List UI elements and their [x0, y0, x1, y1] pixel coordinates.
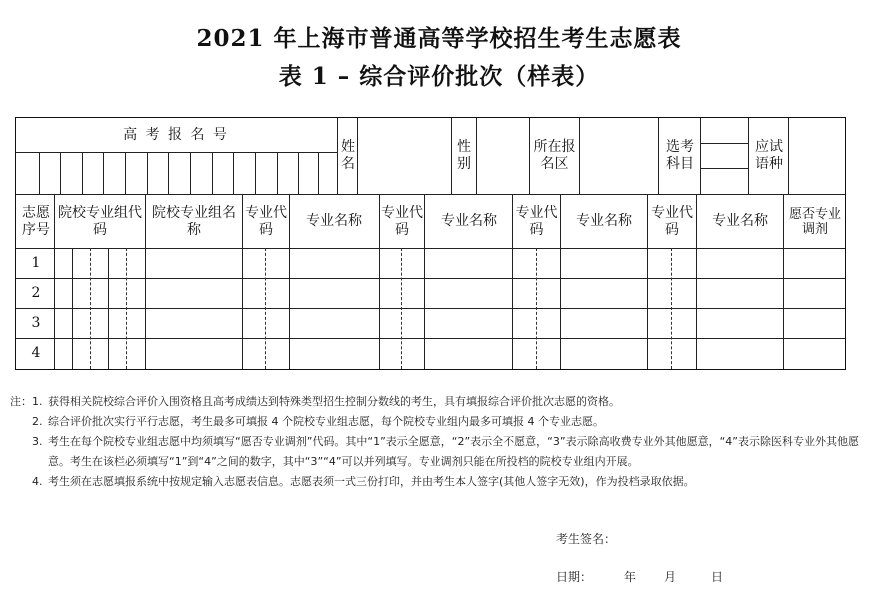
col-adjust: 愿否专业调剂 [788, 206, 841, 237]
form-title: 2021 年上海市普通高等学校招生考生志愿表 [196, 25, 682, 52]
date-label: 日期： [556, 570, 593, 584]
language-label: 应试语种 [755, 139, 783, 172]
name-field[interactable] [358, 118, 450, 194]
date-year: 年 [624, 570, 637, 584]
note-item: 4. 考生须在志愿填报系统中按规定输入志愿表信息。志愿表须一式三份打印，并由考生本人签字(其他人签字无效)，作为投档录取依据。 [10, 472, 860, 492]
language-field[interactable] [789, 118, 845, 194]
note-item: 2. 综合评价批次实行平行志愿，考生最多可填报 4 个院校专业组志愿，每个院校专业组内最多可填报 4 个专业志愿。 [10, 412, 860, 432]
col-major-code-3: 专业代码 [515, 204, 558, 238]
note-text: 考生在每个院校专业组志愿中均须填写“愿否专业调剂”代码。其中“1”表示全愿意，“2”表示全不愿意，“3”表示除高收费专业外其他愿意，“4”表示除医科专业外其他愿意。考生在该栏必须填写“1”到“4”之间的数字，其中“3”“4”可以并列填写。专业调剂只能在所投档的院校专业组内开展。 [48, 435, 859, 468]
name-label: 姓名 [341, 139, 355, 172]
col-group-code: 院校专业组代码 [58, 204, 142, 238]
row-2-seq: 2 [31, 285, 41, 301]
date-day: 日 [711, 570, 724, 584]
col-major-name-4: 专业名称 [712, 213, 768, 229]
district-label: 所在报名区 [533, 139, 576, 172]
col-major-code-1: 专业代码 [245, 204, 287, 238]
notes-lead: 注： [10, 395, 32, 408]
row-4-seq: 4 [31, 345, 41, 361]
col-major-name-2: 专业名称 [441, 213, 497, 229]
subjects-label: 选考科目 [666, 139, 694, 172]
col-major-name-3: 专业名称 [576, 213, 632, 229]
note-text: 获得相关院校综合评价入围资格且高考成绩达到特殊类型招生控制分数线的考生，具有填报综合评价批次志愿的资格。 [48, 395, 620, 408]
row-1-seq: 1 [31, 255, 41, 271]
gender-label: 性别 [457, 139, 471, 172]
gender-field[interactable] [477, 118, 529, 194]
notes-section [10, 392, 860, 492]
application-form-table [15, 117, 846, 370]
signature-label: 考生签名： [556, 532, 617, 546]
row-3-seq: 3 [31, 315, 41, 331]
note-item: 注： 1. 获得相关院校综合评价入围资格且高考成绩达到特殊类型招生控制分数线的考生，具有填报综合评价批次志愿的资格。 [10, 392, 860, 412]
note-text: 考生须在志愿填报系统中按规定输入志愿表信息。志愿表须一式三份打印，并由考生本人签字(其他人签字无效)，作为投档录取依据。 [48, 475, 695, 488]
col-major-code-4: 专业代码 [651, 204, 693, 238]
district-field[interactable] [580, 118, 658, 194]
col-group-name: 院校专业组名称 [152, 204, 236, 238]
note-text: 综合评价批次实行平行志愿，考生最多可填报 4 个院校专业组志愿，每个院校专业组内最多可填报 4 个专业志愿。 [48, 415, 604, 428]
col-seq: 志愿序号 [22, 204, 50, 238]
form-subtitle: 表 1 – 综合评价批次（样表） [278, 63, 600, 90]
col-major-name-1: 专业名称 [306, 213, 362, 229]
note-item: 3. 考生在每个院校专业组志愿中均须填写“愿否专业调剂”代码。其中“1”表示全愿意，“2”表示全不愿意，“3”表示除高收费专业外其他愿意，“4”表示除医科专业外其他愿意。考生在该栏必须填写“1”到“4”之间的数字，其中“3”“4”可以并列填写。专业调剂只能在所投档的院校专业组内开展。 [10, 432, 860, 472]
date-month: 月 [664, 570, 677, 584]
exam-number-label: 高 考 报 名 号 [123, 126, 229, 143]
col-major-code-2: 专业代码 [381, 204, 423, 238]
